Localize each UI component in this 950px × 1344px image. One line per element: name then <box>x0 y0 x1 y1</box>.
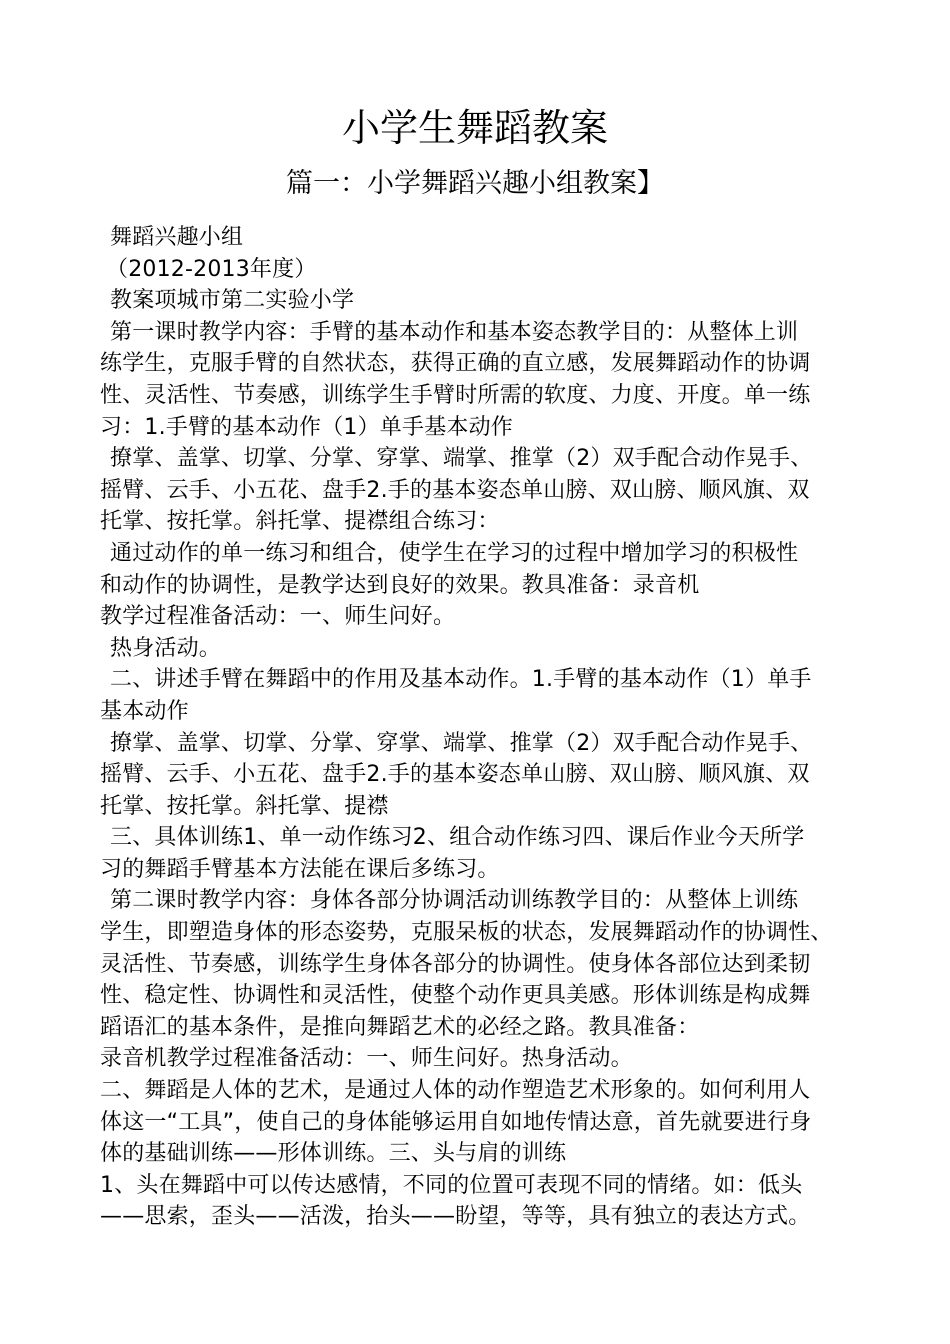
body-line: 热身活动。 <box>110 635 222 661</box>
body-line: 撩掌、盖掌、切掌、分掌、穿掌、端掌、推掌（2）双手配合动作晃手、 <box>110 446 813 472</box>
document-body <box>100 222 860 1233</box>
body-line: 摇臂、云手、小五花、盘手2.手的基本姿态单山膀、双山膀、顺风旗、双 <box>100 762 810 788</box>
body-line: 基本动作 <box>100 698 189 724</box>
body-line: 性、稳定性、协调性和灵活性，使整个动作更具美感。形体训练是构成舞 <box>100 983 811 1009</box>
body-line: 蹈语汇的基本条件，是推向舞蹈艺术的必经之路。教具准备： <box>100 1014 700 1040</box>
body-line: 通过动作的单一练习和组合，使学生在学习的过程中增加学习的积极性 <box>110 540 799 566</box>
document-title: 小学生舞蹈教案 <box>341 106 608 150</box>
body-line: 三、具体训练1、单一动作练习2、组合动作练习四、课后作业今天所学 <box>110 825 805 851</box>
body-line: 1、头在舞蹈中可以传达感情，不同的位置可表现不同的情绪。如：低头 <box>100 1172 803 1198</box>
body-line: 习的舞蹈手臂基本方法能在课后多练习。 <box>100 856 500 882</box>
body-line: 录音机教学过程准备活动：一、师生问好。热身活动。 <box>100 1046 633 1072</box>
body-line: 托掌、按托掌。斜托掌、提襟 <box>100 793 389 819</box>
body-line: 第一课时教学内容：手臂的基本动作和基本姿态教学目的：从整体上训 <box>110 319 799 345</box>
body-line: 舞蹈兴趣小组 <box>110 225 244 250</box>
body-line: 性、灵活性、节奏感，训练学生手臂时所需的软度、力度、开度。单一练 <box>100 382 811 408</box>
body-line: 练学生，克服手臂的自然状态，获得正确的直立感，发展舞蹈动作的协调 <box>100 351 811 377</box>
body-line: 体的基础训练——形体训练。三、头与肩的训练 <box>100 1141 567 1167</box>
body-line: 第二课时教学内容：身体各部分协调活动训练教学目的：从整体上训练 <box>110 888 799 914</box>
body-line: 和动作的协调性，是教学达到良好的效果。教具准备：录音机 <box>100 572 700 598</box>
body-line: 撩掌、盖掌、切掌、分掌、穿掌、端掌、推掌（2）双手配合动作晃手、 <box>110 730 813 756</box>
body-line: 托掌、按托掌。斜托掌、提襟组合练习： <box>100 509 500 535</box>
body-line: ——思索，歪头——活泼，抬头——盼望，等等，具有独立的表达方式。 <box>100 1204 811 1230</box>
body-line: 习：1.手臂的基本动作（1）单手基本动作 <box>100 414 513 440</box>
body-line: 教学过程准备活动：一、师生问好。 <box>100 604 456 630</box>
body-line: 体这一“工具”，使自己的身体能够运用自如地传情达意，首先就要进行身 <box>100 1109 812 1135</box>
body-line: 灵活性、节奏感，训练学生身体各部分的协调性。使身体各部位达到柔韧 <box>100 951 811 977</box>
body-line: 教案项城市第二实验小学 <box>110 288 355 314</box>
body-line: 二、舞蹈是人体的艺术，是通过人体的动作塑造艺术形象的。如何利用人 <box>100 1078 811 1104</box>
body-line: （2012-2013年度） <box>106 256 317 282</box>
body-line: 学生，即塑造身体的形态姿势，克服呆板的状态，发展舞蹈动作的协调性、 <box>100 920 833 946</box>
document-subtitle: 篇一：小学舞蹈兴趣小组教案】 <box>286 168 664 199</box>
body-line: 摇臂、云手、小五花、盘手2.手的基本姿态单山膀、双山膀、顺风旗、双 <box>100 477 810 503</box>
body-line: 二、讲述手臂在舞蹈中的作用及基本动作。1.手臂的基本动作（1）单手 <box>110 667 812 693</box>
